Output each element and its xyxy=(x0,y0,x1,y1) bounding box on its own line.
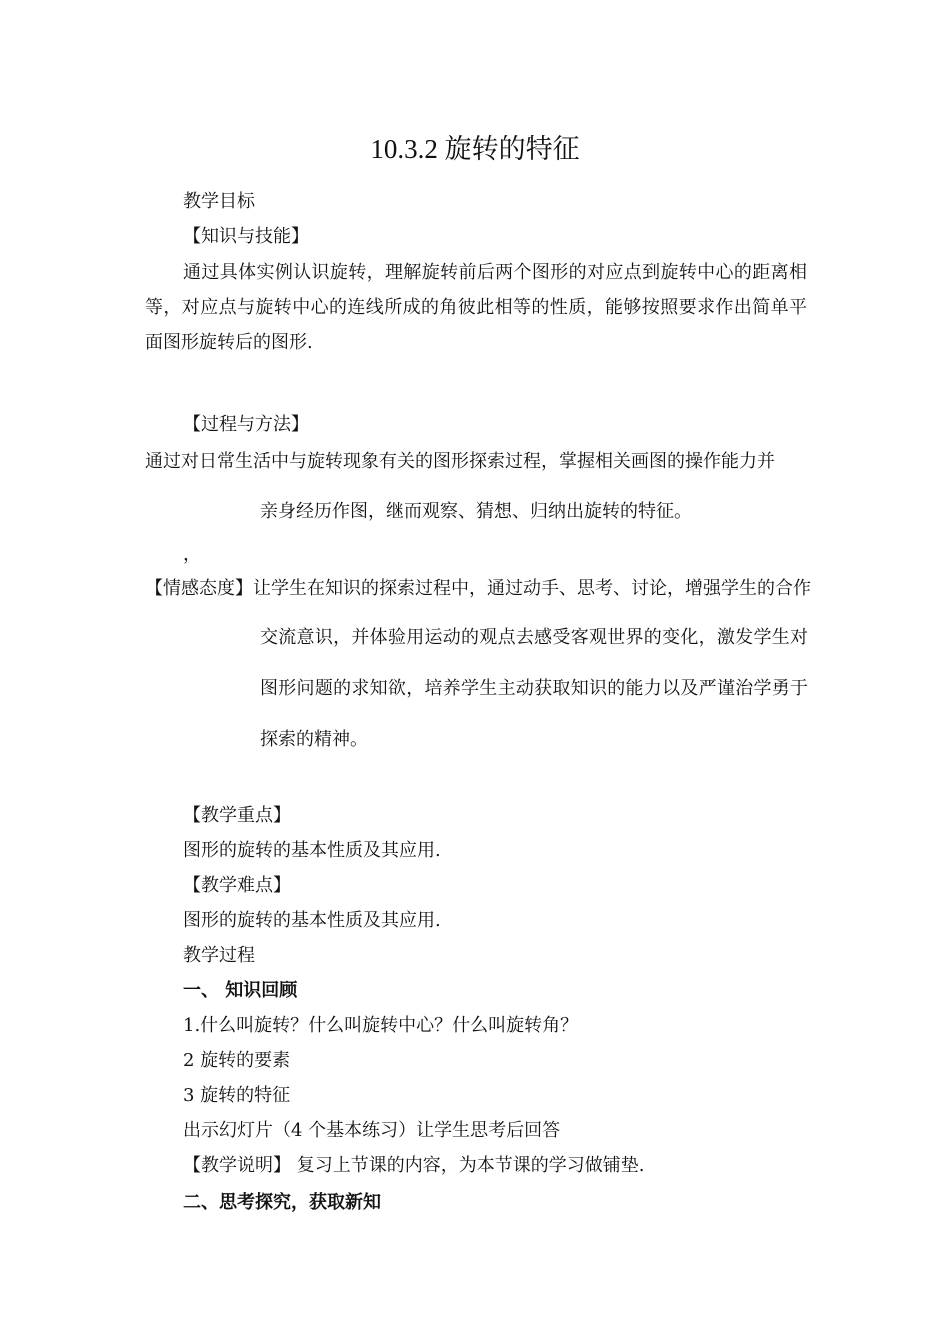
procedure-heading: 教学过程 xyxy=(183,945,255,966)
key-point-text: 图形的旋转的基本性质及其应用. xyxy=(183,840,441,861)
difficulty-heading: 【教学难点】 xyxy=(183,875,291,896)
knowledge-heading: 【知识与技能】 xyxy=(183,226,309,247)
stray-comma: ， xyxy=(183,544,201,565)
knowledge-text: 通过具体实例认识旋转，理解旋转前后两个图形的对应点到旋转中心的距离相等，对应点与旋转中心的连线所成的角彼此相等的性质，能够按照要求作出简单平面图形旋转后的图形. xyxy=(145,262,807,353)
section1-question-1: 1.什么叫旋转？什么叫旋转中心？什么叫旋转角？ xyxy=(183,1015,579,1036)
objectives-heading: 教学目标 xyxy=(183,191,255,212)
key-point-heading: 【教学重点】 xyxy=(183,805,291,826)
process-line-1: 通过对日常生活中与旋转现象有关的图形探索过程，掌握相关画图的操作能力并 xyxy=(145,451,775,472)
section1-slides-line: 出示幻灯片（4 个基本练习）让学生思考后回答 xyxy=(183,1120,561,1141)
section1-teaching-note: 【教学说明】 复习上节课的内容，为本节课的学习做铺垫. xyxy=(183,1155,645,1176)
process-heading: 【过程与方法】 xyxy=(183,414,309,435)
emotion-text-start: 让学生在知识的探索过程中，通过动手、思考、讨论，增强学生的合作 xyxy=(253,578,811,599)
emotion-text-rest: 交流意识，并体验用运动的观点去感受客观世界的变化，激发学生对图形问题的求知欲，培养学生主动获取知识的能力以及严谨治学勇于探索的精神。 xyxy=(260,627,808,750)
emotion-first-line xyxy=(145,577,811,601)
difficulty-text: 图形的旋转的基本性质及其应用. xyxy=(183,910,441,931)
emotion-heading: 【情感态度】 xyxy=(145,578,253,599)
section1-question-3: 3 旋转的特征 xyxy=(183,1085,291,1106)
section1-heading: 一、 知识回顾 xyxy=(183,980,298,1001)
process-line-2: 亲身经历作图，继而观察、猜想、归纳出旋转的特征。 xyxy=(260,501,692,522)
page-title: 10.3.2 旋转的特征 xyxy=(370,134,580,164)
section2-heading: 二、思考探究，获取新知 xyxy=(183,1192,381,1213)
section1-question-2: 2 旋转的要素 xyxy=(183,1050,291,1071)
